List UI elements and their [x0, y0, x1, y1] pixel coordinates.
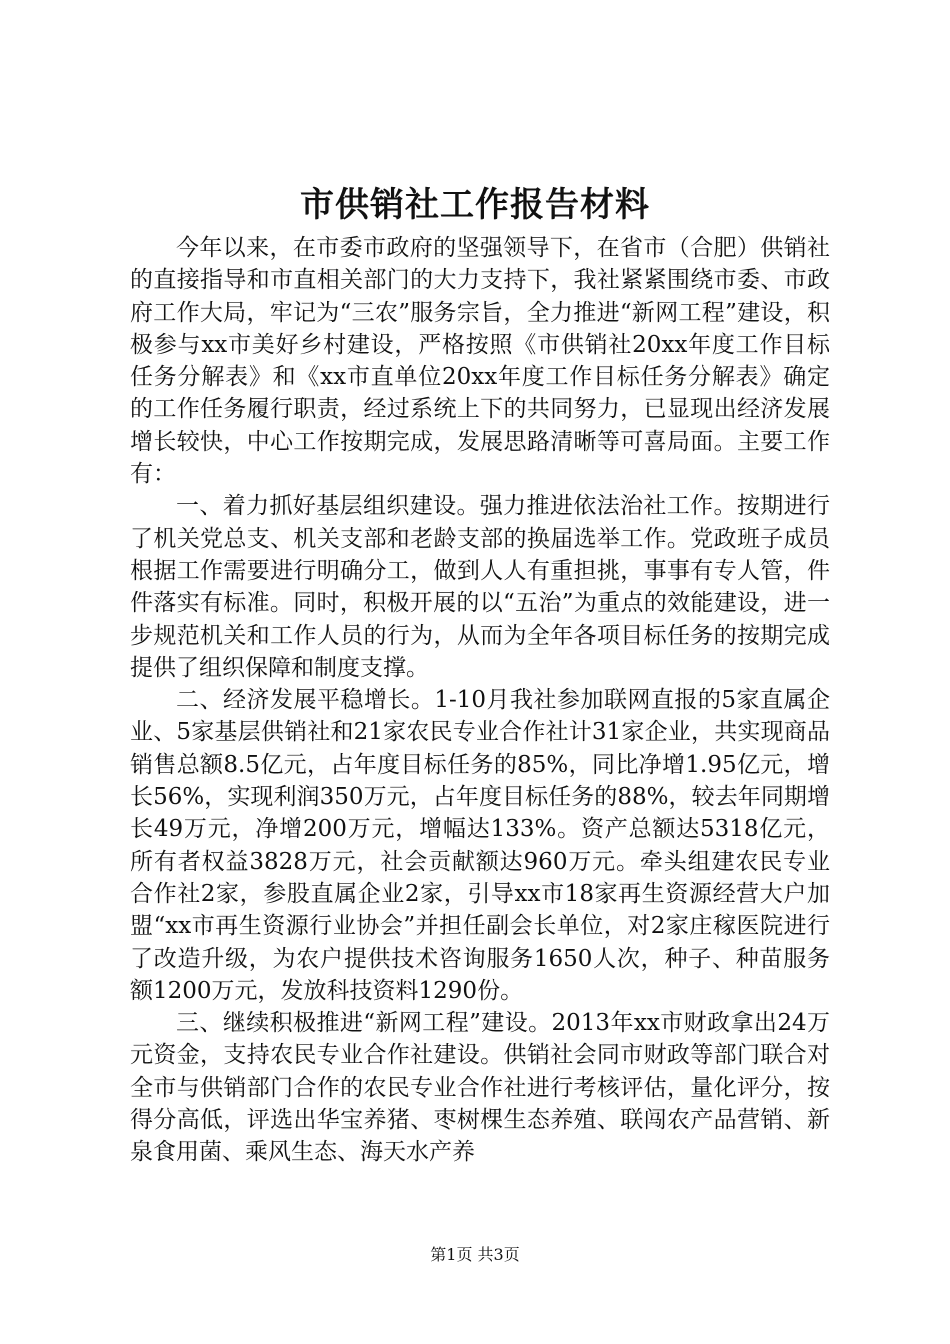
paragraph-section-3: 三、继续积极推进“新网工程”建设。2013年xx市财政拿出24万元资金，支持农民专业合作社建设。供销社会同市财政等部门联合对全市与供销部门合作的农民专业合作社进行考核评估，量化评分，按得分高低，评选出华宝养猪、枣树棵生态养殖、联闯农产品营销、新泉食用菌、乘风生态、海天水产养 [130, 1010, 830, 1166]
paragraph-section-1: 一、着力抓好基层组织建设。强力推进依法治社工作。按期进行了机关党总支、机关支部和老龄支部的换届选举工作。党政班子成员根据工作需要进行明确分工，做到人人有重担挑，事事有专人管，件件落实有标准。同时，积极开展的以“五治”为重点的效能建设，进一步规范机关和工作人员的行为，从而为全年各项目标任务的按期完成提供了组织保障和制度支撑。 [130, 493, 830, 681]
paragraph-intro: 今年以来，在市委市政府的坚强领导下，在省市（合肥）供销社的直接指导和市直相关部门的大力支持下，我社紧紧围绕市委、市政府工作大局，牢记为“三农”服务宗旨，全力推进“新网工程”建设，积极参与xx市美好乡村建设，严格按照《市供销社20xx年度工作目标任务分解表》和《xx市直单位20xx年度工作目标任务分解表》确定的工作任务履行职责，经过系统上下的共同努力，已显现出经济发展增长较快，中心工作按期完成，发展思路清晰等可喜局面。主要工作有： [130, 235, 830, 488]
document-body [130, 232, 830, 1169]
document-title: 市供销社工作报告材料 [300, 185, 650, 225]
paragraph-section-2: 二、经济发展平稳增长。1-10月我社参加联网直报的5家直属企业、5家基层供销社和21家农民专业合作社计31家企业，共实现商品销售总额8.5亿元，占年度目标任务的85%，同比净增1.95亿元，增长56%，实现利润350万元，占年度目标任务的88%，较去年同期增长49万元，净增200万元，增幅达133%。资产总额达5318亿元，所有者权益3828万元，社会贡献额达960万元。牵头组建农民专业合作社2家，参股直属企业2家，引导xx市18家再生资源经营大户加盟“xx市再生资源行业协会”并担任副会长单位，对2家庄稼医院进行了改造升级，为农户提供技术咨询服务1650人次，种子、种苗服务额1200万元，发放科技资料1290份。 [130, 687, 830, 1004]
page-footer: 第1页 共3页 [430, 1245, 520, 1264]
